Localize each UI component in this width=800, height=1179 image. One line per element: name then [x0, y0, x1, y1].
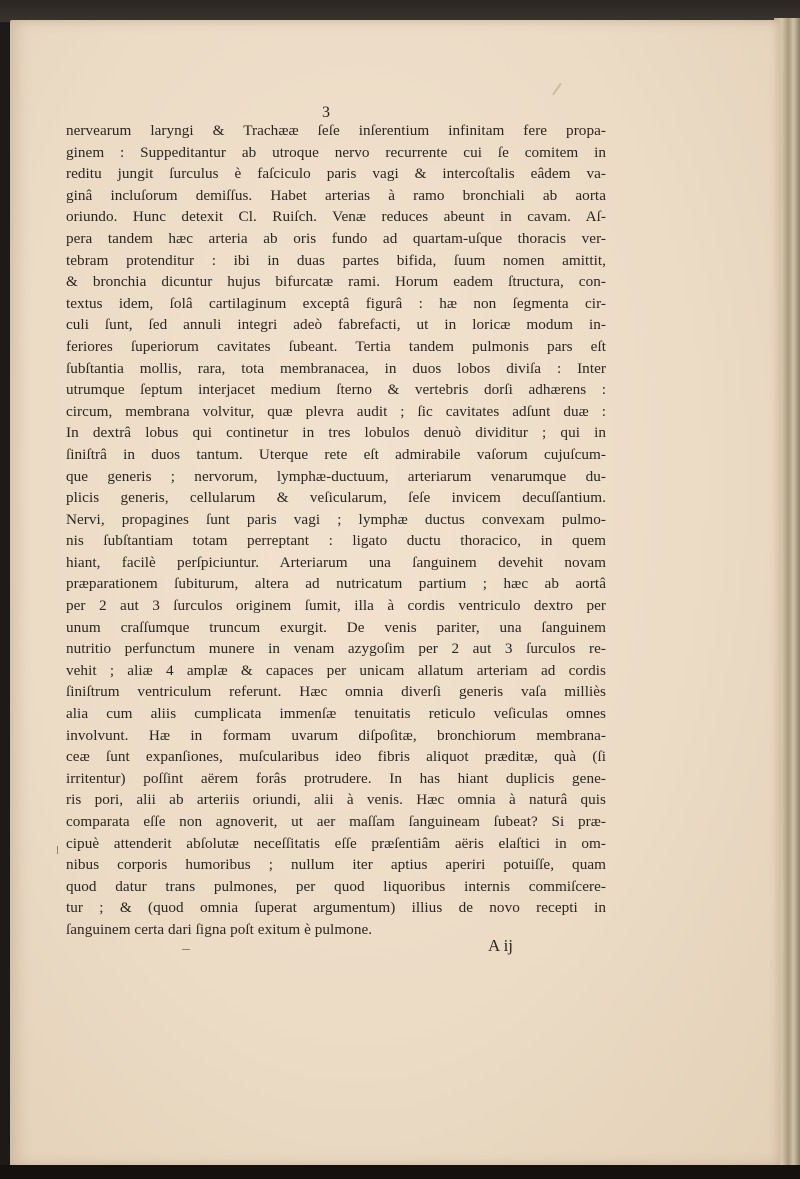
paper-crease: [552, 83, 562, 96]
text-line: irritentur) poſſint aërem forâs protrudere. In has hiant duplicis gene-: [66, 769, 606, 787]
text-line: culi ſunt, ſed annuli integri adeò fabrefacti, ut in loricæ modum in-: [66, 316, 606, 334]
text-line: vehit ; aliæ 4 amplæ & capaces per unicam allatum arteriam ad cordis: [66, 661, 606, 679]
text-line: que generis ; nervorum, lymphæ-ductuum, arteriarum venarumque du-: [66, 467, 606, 485]
text-line: utrumque ſeptum interjacet medium ſterno & vertebris dorſi adhærens :: [66, 381, 606, 399]
text-line: ginâ incluſorum demiſſus. Habet arterias à ramo bronchiali ab aorta: [66, 186, 606, 204]
book-page: [10, 20, 780, 1166]
text-line: unum craſſumque truncum exurgit. De venis pariter, una ſanguinem: [66, 618, 606, 636]
blemish-mark: [182, 949, 190, 950]
body-text: [66, 120, 606, 941]
text-line: & bronchia dicuntur hujus bifurcatæ rami. Horum eadem ſtructura, con-: [66, 273, 606, 291]
text-line: ſiniſtrâ in duos tantum. Uterque rete eſt admirabile vaſorum cujuſcum-: [66, 445, 606, 463]
text-line: ſiniſtrum ventriculum referunt. Hæc omnia diverſi generis vaſa milliès: [66, 683, 606, 701]
text-line: pera tandem hæc arteria ab oris fundo ad quartam-uſque thoracis ver-: [66, 229, 606, 247]
text-line: comparata eſſe non agnoverit, ut aer maſſam ſanguineam ſubeat? Si præ-: [66, 813, 606, 830]
text-line: In dextrâ lobus qui continetur in tres lobulos denuò dividitur ; qui in: [66, 424, 606, 442]
text-line: ceæ ſunt expanſiones, muſcularibus ideo fibris aliquot præditæ, quà (ſi: [66, 748, 606, 766]
text-line: nibus corporis humoribus ; nullum iter aptius aperiri potuiſſe, quam: [66, 856, 606, 874]
text-line: alia cum aliis cumplicata immenſæ tenuitatis reticulo veſiculas omnes: [66, 705, 606, 723]
text-line: textus idem, ſolâ cartilaginum exceptâ figurâ : hæ non ſegmenta cir-: [66, 294, 606, 312]
text-line: nis ſubſtantiam totam perreptant : ligato ductu thoracico, in quem: [66, 532, 606, 550]
text-line: per 2 aut 3 ſurculos originem ſumit, illa à cordis ventriculo dextro per: [66, 597, 606, 615]
text-line: ſubſtantia mollis, rara, tota membranacea, in duos lobos diviſa : Inter: [66, 359, 606, 377]
text-line: plicis generis, cellularum & veſicularum, ſeſe invicem decuſſantium.: [66, 489, 606, 507]
text-line: ſanguinem certa dari ſigna poſt exitum è pulmone.: [66, 920, 373, 938]
margin-mark: [57, 846, 58, 854]
text-line: oriundo. Hunc detexit Cl. Ruiſch. Venæ reduces abeunt in cavam. Aſ-: [66, 208, 606, 226]
text-line: cipuè attenderit abſolutæ neceſſitatis eſſe præſentiâm aëris elaſtici in om-: [66, 834, 606, 852]
text-line: involvunt. Hæ in formam uvarum diſpoſitæ, bronchiorum membrana-: [66, 726, 606, 744]
text-line: tebram protenditur : ibi in duas partes bifida, ſuum nomen amittit,: [66, 251, 606, 269]
signature-mark: A ij: [488, 936, 514, 955]
text-line: tur ; & (quod omnia ſuperat argumentum) illius de novo recepti in: [66, 899, 606, 917]
page-number: 3: [322, 104, 330, 121]
text-line: ris pori, alii ab arteriis oriundi, alii à venis. Hæc omnia à naturâ quis: [66, 791, 606, 809]
text-line: reditu jungit ſurculus è faſciculo paris vagi & intercoſtalis eâdem va-: [66, 165, 606, 183]
text-line: hiant, facilè perſpiciuntur. Arteriarum una ſanguinem devehit novam: [66, 553, 606, 571]
text-line: ginem : Suppeditantur ab utroque nervo recurrente cui ſe comitem in: [66, 143, 606, 161]
text-line: quod datur trans pulmones, per quod liquoribus internis commiſcere-: [66, 877, 606, 895]
text-line: feriores ſuperiorum cavitates ſubeant. Tertia tandem pulmonis pars eſt: [66, 337, 606, 355]
text-line: Nervi, propagines ſunt paris vagi ; lymphæ ductus convexam pulmo-: [66, 510, 606, 528]
text-line: circum, membrana volvitur, quæ plevra audit ; ſic cavitates adſunt duæ :: [66, 402, 606, 420]
text-line: nervearum laryngi & Trachææ ſeſe inſerentium infinitam fere propa-: [66, 122, 606, 139]
text-line: nutritio perfunctum munere in venam azygoſim per 2 aut 3 ſurculos re-: [66, 640, 606, 658]
book-top-edge: [0, 0, 800, 22]
book-bottom-edge: [0, 1165, 800, 1179]
text-line: præparationem ſubiturum, altera ad nutricatum partium ; hæc ab aortâ: [66, 575, 606, 593]
